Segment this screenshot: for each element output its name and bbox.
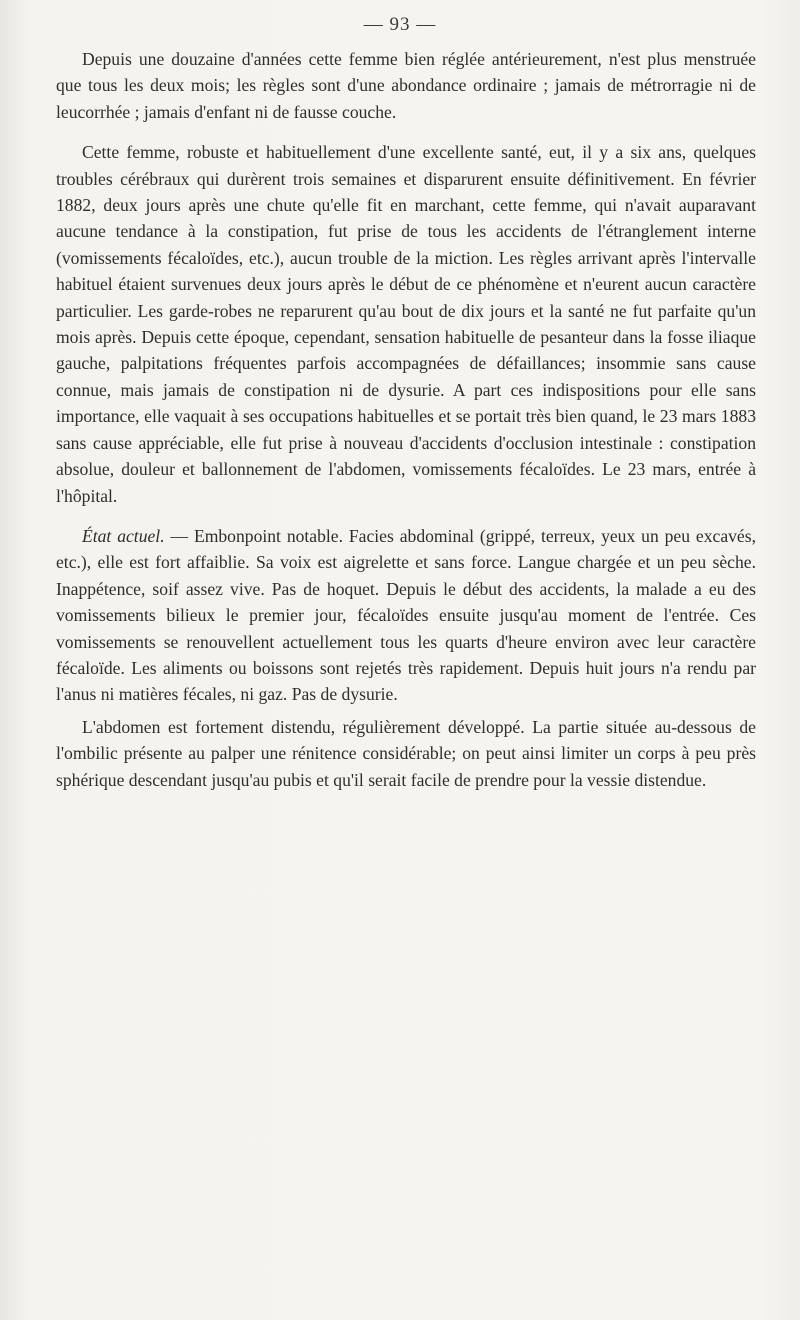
paragraph-abdomen: L'abdomen est fortement distendu, régulièrement développé. La partie située au-dessous de l'ombilic présente au palper une rénitence considérable; on peut ainsi limiter un corps à peu près sphérique descendant jusqu'au pubis et qu'il serait facile de prendre pour la vessie distendue.: [56, 716, 756, 790]
page-number: — 93 —: [363, 14, 437, 35]
page-text: [56, 46, 756, 799]
paragraph-history: Cette femme, robuste et habituellement d'une excellente santé, eut, il y a six ans, quelques troubles cérébraux qui durèrent trois semaines et disparurent ensuite définitivement. En février 1882, deux jours après une chute qu'elle fit en marchant, cette femme, qui n'avait auparavant aucune tendance à la constipation, fut prise de tous les accidents de l'étranglement interne (vomissements fécaloïdes, etc.), aucun trouble de la miction. Les règles arrivant après l'intervalle habituel étaient survenues deux jours après le début de ce phénomène et n'eurent aucun caractère particulier. Les garde-robes ne reparurent qu'au bout de dix jours et la santé ne fut parfaite qu'un mois après. Depuis cette époque, cependant, sensation habituelle de pesanteur dans la fosse iliaque gauche, palpitations fréquentes parfois accompagnées de défaillances; insommie sans cause connue, mais jamais de constipation ni de dysurie. A part ces indispositions pour elle sans importance, elle vaquait à ses occupations habituelles et se portait très bien quand, le 23 mars 1883 sans cause appréciable, elle fut prise à nouveau d'accidents d'occlusion intestinale : constipation absolue, douleur et ballonnement de l'abdomen, vomissements fécaloïdes. Le 23 mars, entrée à l'hôpital.: [56, 142, 756, 506]
paragraph-etat-actuel: [56, 523, 756, 708]
paragraph-etat-actuel-text: — Embonpoint notable. Facies abdominal (grippé, terreux, yeux un peu excavés, etc.), elle est fort affaiblie. Sa voix est aigrelette et sans force. Langue chargée et un peu sèche. Inappétence, soif assez vive. Pas de hoquet. Depuis le début des accidents, la malade a eu des vomissements bilieux le premier jour, fécaloïdes ensuite jusqu'au moment de l'entrée. Ces vomissements se renouvellent actuellement tous les quarts d'heure environ avec leur caractère fécaloïde. Les aliments ou boissons sont rejetés très rapidement. Depuis huit jours n'a rendu par l'anus ni matières fécales, ni gaz. Pas de dysurie.: [56, 525, 756, 705]
paragraph-menstruation: Depuis une douzaine d'années cette femme bien réglée antérieurement, n'est plus menstruée que tous les deux mois; les règles sont d'une abondance ordinaire ; jamais de métrorragie ni de leucorrhée ; jamais d'enfant ni de fausse couche.: [56, 49, 756, 122]
section-heading-etat-actuel: État actuel.: [82, 525, 165, 546]
